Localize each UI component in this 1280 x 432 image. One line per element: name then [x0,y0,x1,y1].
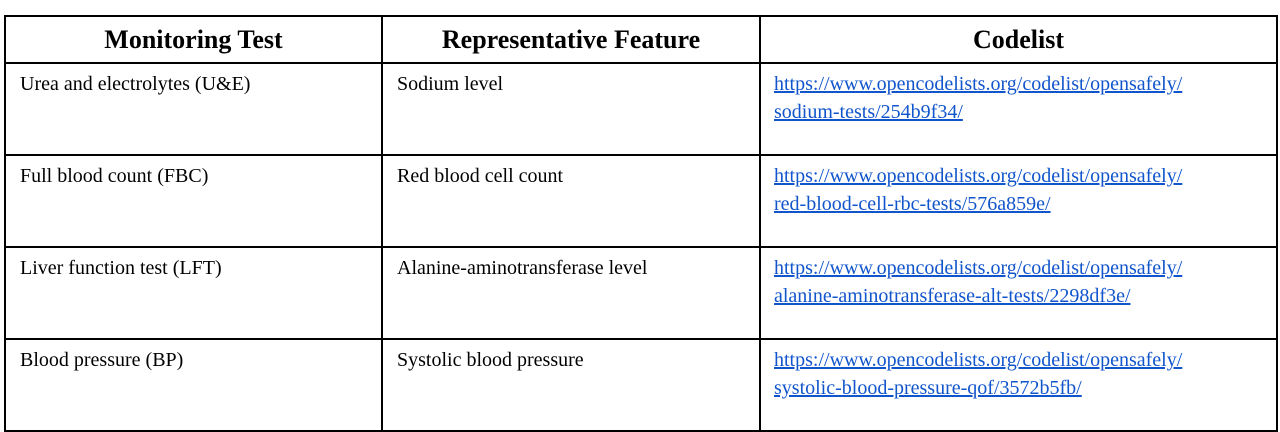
codelist-link-line2: red-blood-cell-rbc-tests/576a859e/ [774,193,1051,215]
codelist-link-line1: https://www.opencodelists.org/codelist/opensafely/ [774,73,1183,95]
codelist-link[interactable] [774,73,1182,123]
monitoring-test-cell: Urea and electrolytes (U&E) [5,63,382,155]
codelist-link-line1: https://www.opencodelists.org/codelist/opensafely/ [774,349,1183,371]
codelist-cell [760,339,1277,431]
codelist-cell [760,247,1277,339]
codelist-cell [760,155,1277,247]
monitoring-test-cell: Full blood count (FBC) [5,155,382,247]
monitoring-test-cell: Blood pressure (BP) [5,339,382,431]
codelist-link[interactable] [774,165,1182,215]
table-row [5,339,1277,431]
codelist-link-line1: https://www.opencodelists.org/codelist/opensafely/ [774,165,1183,187]
codelist-link-line2: systolic-blood-pressure-qof/3572b5fb/ [774,377,1082,399]
representative-feature-cell: Systolic blood pressure [382,339,760,431]
codelist-link[interactable] [774,349,1182,399]
representative-feature-cell: Alanine-aminotransferase level [382,247,760,339]
codelist-cell [760,63,1277,155]
header-representative-feature: Representative Feature [382,16,760,63]
header-row [5,16,1277,63]
codelist-link-line2: sodium-tests/254b9f34/ [774,101,963,123]
codelist-table [4,15,1278,432]
header-monitoring-test: Monitoring Test [5,16,382,63]
table-row [5,63,1277,155]
header-codelist: Codelist [760,16,1277,63]
table-row [5,247,1277,339]
representative-feature-cell: Red blood cell count [382,155,760,247]
monitoring-test-cell: Liver function test (LFT) [5,247,382,339]
representative-feature-cell: Sodium level [382,63,760,155]
codelist-link[interactable] [774,257,1182,307]
codelist-link-line2: alanine-aminotransferase-alt-tests/2298df3e/ [774,285,1131,307]
table-row [5,155,1277,247]
codelist-link-line1: https://www.opencodelists.org/codelist/opensafely/ [774,257,1183,279]
